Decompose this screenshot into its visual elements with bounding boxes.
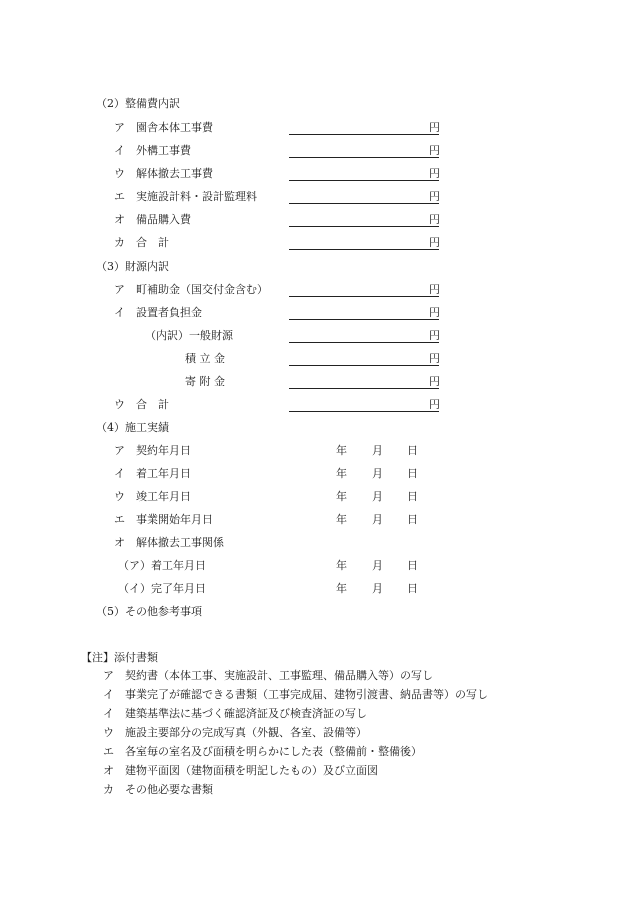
month-unit: 月 [372,559,383,572]
amount-underline [289,157,439,158]
item-equipment-cost-label: オ 備品購入費 [114,213,191,226]
year-unit: 年 [336,444,347,457]
item-building-cost-label: ア 園舎本体工事費 [114,121,213,134]
month-unit: 月 [372,467,383,480]
month-unit: 月 [372,490,383,503]
item-owner-burden-label: イ 設置者負担金 [114,306,202,319]
item-demolition-cost-label: ウ 解体撤去工事費 [114,167,213,180]
yen-unit: 円 [429,352,440,365]
amount-underline [289,203,439,204]
yen-unit: 円 [429,329,440,342]
section2-heading: （2）整備費内訳 [96,97,180,110]
section3-heading: （3）財源内訳 [96,260,169,273]
amount-underline [289,365,439,366]
day-unit: 日 [407,513,418,526]
yen-unit: 円 [429,121,440,134]
item-town-subsidy-label: ア 町補助金（国交付金含む） [114,283,268,296]
yen-unit: 円 [429,236,440,249]
yen-unit: 円 [429,144,440,157]
demolition-works-label: オ 解体撤去工事関係 [114,536,224,549]
amount-underline [289,296,439,297]
notes-heading: 【注】添付書類 [81,651,158,664]
amount-underline [289,134,439,135]
yen-unit: 円 [429,213,440,226]
section5-heading: （5）その他参考事項 [96,605,202,618]
yen-unit: 円 [429,283,440,296]
day-unit: 日 [407,467,418,480]
yen-unit: 円 [429,375,440,388]
year-unit: 年 [336,582,347,595]
note-item: イ 事業完了が確認できる書類（工事完成届、建物引渡書、納品書等）の写し [103,688,488,701]
amount-underline [289,388,439,389]
demolition-start-date-label: （ア）着工年月日 [118,559,206,572]
note-item: オ 建物平面図（建物面積を明記したもの）及び立面図 [103,764,378,777]
business-start-date-label: エ 事業開始年月日 [114,513,213,526]
day-unit: 日 [407,490,418,503]
item-design-fee-label: エ 実施設計料・設計監理料 [114,190,257,203]
day-unit: 日 [407,559,418,572]
amount-underline [289,411,439,412]
yen-unit: 円 [429,190,440,203]
contract-date-label: ア 契約年月日 [114,444,191,457]
month-unit: 月 [372,582,383,595]
note-item: エ 各室毎の室名及び面積を明らかにした表（整備前・整備後） [103,745,422,758]
year-unit: 年 [336,467,347,480]
yen-unit: 円 [429,167,440,180]
note-item: ウ 施設主要部分の完成写真（外観、各室、設備等） [103,726,367,739]
item-donation-label: 寄 附 金 [185,375,225,388]
amount-underline [289,249,439,250]
item-total-label: カ 合 計 [114,236,169,249]
section4-heading: （4）施工実績 [96,421,169,434]
yen-unit: 円 [429,398,440,411]
month-unit: 月 [372,444,383,457]
note-item: カ その他必要な書類 [103,783,213,796]
item-funding-total-label: ウ 合 計 [114,398,169,411]
year-unit: 年 [336,513,347,526]
item-general-fund-label: （内訳）一般財源 [145,329,233,342]
note-item: イ 建築基準法に基づく確認済証及び検査済証の写し [103,707,367,720]
note-item: ア 契約書（本体工事、実施設計、工事監理、備品購入等）の写し [103,669,433,682]
amount-underline [289,342,439,343]
day-unit: 日 [407,582,418,595]
item-reserve-fund-label: 積 立 金 [185,352,225,365]
year-unit: 年 [336,490,347,503]
amount-underline [289,319,439,320]
year-unit: 年 [336,559,347,572]
start-date-label: イ 着工年月日 [114,467,191,480]
amount-underline [289,226,439,227]
month-unit: 月 [372,513,383,526]
day-unit: 日 [407,444,418,457]
yen-unit: 円 [429,306,440,319]
item-exterior-cost-label: イ 外構工事費 [114,144,191,157]
completion-date-label: ウ 竣工年月日 [114,490,191,503]
demolition-end-date-label: （イ）完了年月日 [118,582,206,595]
amount-underline [289,180,439,181]
